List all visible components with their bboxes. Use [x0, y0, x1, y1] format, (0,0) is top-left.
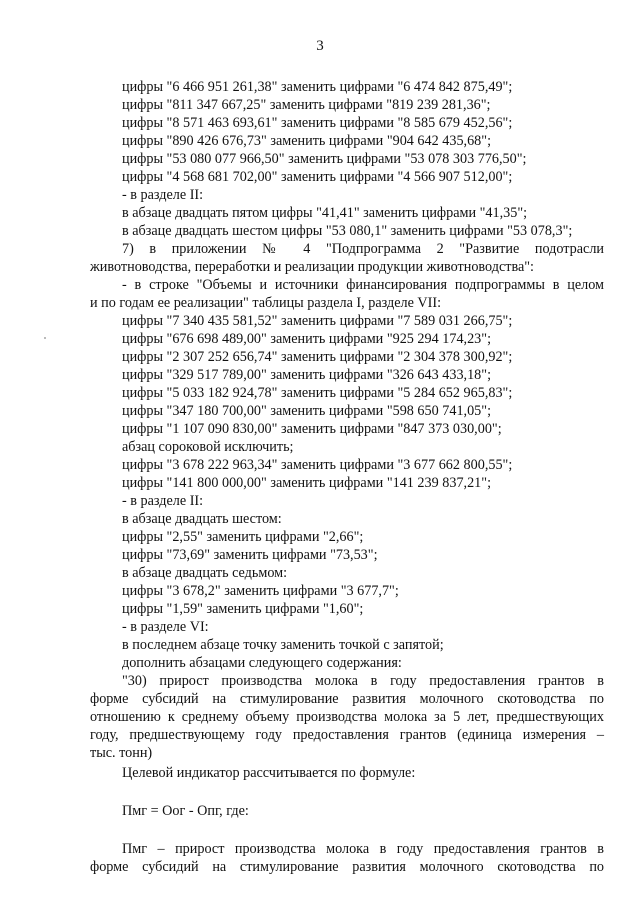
text-line: цифры "3 678,2" заменить цифрами "3 677,7";	[122, 583, 399, 599]
text-line: дополнить абзацами следующего содержания:	[122, 655, 402, 671]
text-line: - в разделе II:	[122, 187, 204, 203]
text-line: - в разделе VI:	[122, 619, 209, 635]
text-line: Пмг – прирост производства молока в году предоставления грантов в	[122, 841, 604, 857]
text-line: - в разделе II:	[122, 493, 204, 509]
text-line: цифры "4 568 681 702,00" заменить цифрами "4 566 907 512,00";	[122, 169, 513, 185]
formula: Пмг = Оог - Опг, где:	[122, 803, 249, 819]
text-line: животноводства, переработки и реализации продукции животноводства":	[90, 259, 534, 275]
text-line: - в строке "Объемы и источники финансирования подпрограммы в целом	[122, 277, 604, 293]
text-line: году, предшествующему году предоставления грантов (единица измерения –	[90, 727, 604, 743]
text-line: форме субсидий на стимулирование развития молочного скотоводства по	[90, 859, 604, 875]
page-number: 3	[316, 38, 324, 54]
text-line: цифры "2,55" заменить цифрами "2,66";	[122, 529, 364, 545]
text-line: цифры "6 466 951 261,38" заменить цифрами "6 474 842 875,49";	[122, 79, 513, 95]
text-line: цифры "5 033 182 924,78" заменить цифрами "5 284 652 965,83";	[122, 385, 513, 401]
text-line: цифры "1 107 090 830,00" заменить цифрами "847 373 030,00";	[122, 421, 502, 437]
text-line: в абзаце двадцать пятом цифры "41,41" заменить цифрами "41,35";	[122, 205, 528, 221]
text-line: абзац сороковой исключить;	[122, 439, 294, 455]
text-line: цифры "1,59" заменить цифрами "1,60";	[122, 601, 364, 617]
text-line: цифры "73,69" заменить цифрами "73,53";	[122, 547, 378, 563]
text-line: цифры "141 800 000,00" заменить цифрами "141 239 837,21";	[122, 475, 492, 491]
text-line: в последнем абзаце точку заменить точкой с запятой;	[122, 637, 444, 653]
text-line: цифры "676 698 489,00" заменить цифрами "925 294 174,23";	[122, 331, 492, 347]
text-line: цифры "2 307 252 656,74" заменить цифрами "2 304 378 300,92";	[122, 349, 513, 365]
text-line: форме субсидий на стимулирование развития молочного скотоводства по	[90, 691, 604, 707]
text-line: 7) в приложении № 4 "Подпрограмма 2 "Развитие подотрасли	[122, 241, 604, 257]
text-line: Целевой индикатор рассчитывается по формуле:	[122, 765, 416, 781]
text-line: цифры "3 678 222 963,34" заменить цифрами "3 677 662 800,55";	[122, 457, 513, 473]
text-line: в абзаце двадцать шестом цифры "53 080,1" заменить цифрами "53 078,3";	[122, 223, 573, 239]
text-line: цифры "811 347 667,25" заменить цифрами "819 239 281,36";	[122, 97, 491, 113]
text-line: цифры "8 571 463 693,61" заменить цифрами "8 585 679 452,56";	[122, 115, 513, 131]
text-line: цифры "53 080 077 966,50" заменить цифрами "53 078 303 776,50";	[122, 151, 527, 167]
text-line: "30) прирост производства молока в году предоставления грантов в	[122, 673, 604, 689]
text-line: цифры "329 517 789,00" заменить цифрами "326 643 433,18";	[122, 367, 492, 383]
scan-artifact	[44, 337, 46, 339]
text-line: отношению к среднему объему производства молока за 5 лет, предшествующих	[90, 709, 604, 725]
text-line: цифры "7 340 435 581,52" заменить цифрами "7 589 031 266,75";	[122, 313, 513, 329]
text-line: цифры "347 180 700,00" заменить цифрами "598 650 741,05";	[122, 403, 492, 419]
text-line: тыс. тонн)	[90, 745, 153, 761]
text-line: и по годам ее реализации" таблицы раздела I, разделе VII:	[90, 295, 442, 311]
text-line: цифры "890 426 676,73" заменить цифрами "904 642 435,68";	[122, 133, 492, 149]
text-line: в абзаце двадцать седьмом:	[122, 565, 288, 581]
text-line: в абзаце двадцать шестом:	[122, 511, 282, 527]
